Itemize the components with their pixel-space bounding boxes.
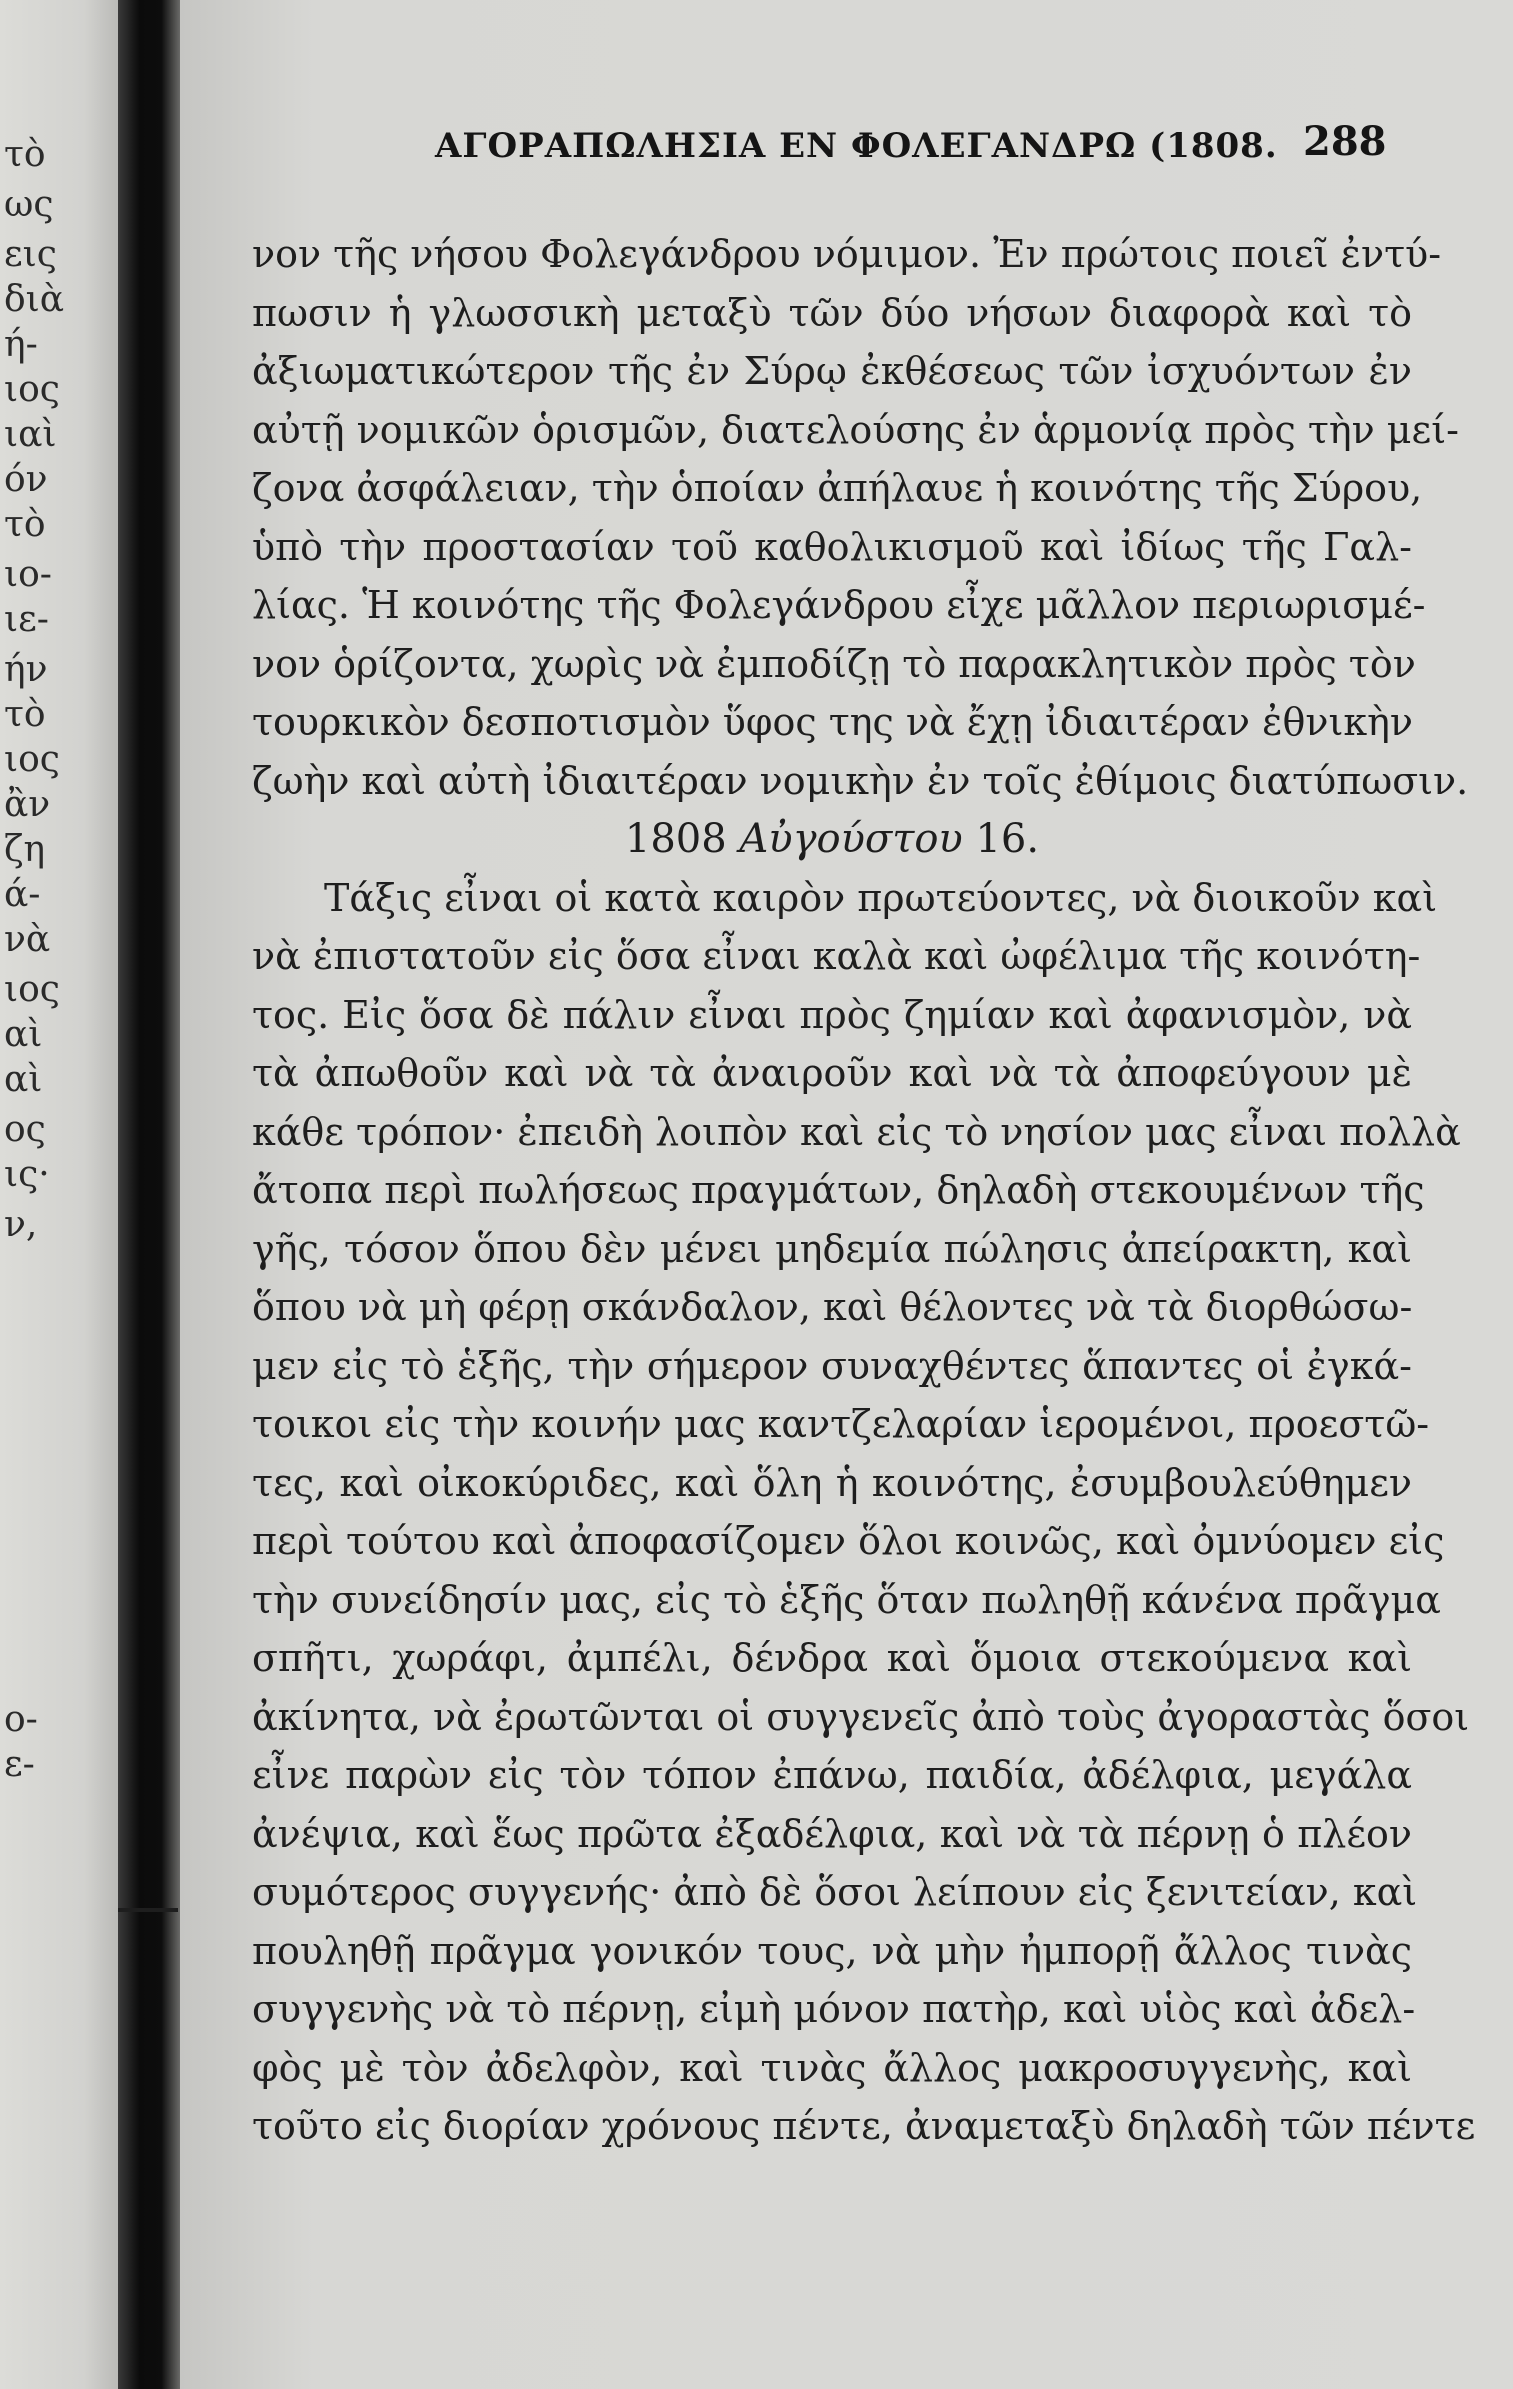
page-body	[252, 225, 1476, 2156]
text-line: τὰ ἀπωθοῦν καὶ νὰ τὰ ἀναιροῦν καὶ νὰ τὰ ἀποφεύγουν μὲ	[252, 1051, 1412, 1095]
facing-page-fragment: αὶ	[4, 1014, 43, 1055]
facing-page-fragment: ιαὶ	[4, 414, 57, 455]
date-month: Αὐγούστου	[739, 816, 963, 862]
facing-page-fragment: ιος	[4, 739, 60, 780]
text-line: τοικοι εἰς τὴν κοινήν μας καντζελαρίαν ἱερομένοι, προεστῶ-	[252, 1402, 1430, 1446]
text-line: τουρκικὸν δεσποτισμὸν ὕφος της νὰ ἔχῃ ἰδιαιτέραν ἐθνικὴν	[252, 700, 1413, 744]
facing-page-fragment: ιο-	[4, 554, 52, 595]
text-line: ὅπου νὰ μὴ φέρῃ σκάνδαλον, καὶ θέλοντες νὰ τὰ διορθώσω-	[252, 1285, 1413, 1329]
text-line: συμότερος συγγενής· ἀπὸ δὲ ὅσοι λείπουν εἰς ξενιτείαν, καὶ	[252, 1870, 1418, 1914]
text-line: τὴν συνείδησίν μας, εἰς τὸ ἑξῆς ὅταν πωληθῇ κάνένα πρᾶγμα	[252, 1577, 1441, 1622]
text-line: νον ὁρίζοντα, χωρὶς νὰ ἐμποδίζῃ τὸ παρακλητικὸν πρὸς τὸν	[252, 641, 1416, 686]
text-line: τος. Εἰς ὅσα δὲ πάλιν εἶναι πρὸς ζημίαν καὶ ἀφανισμὸν, νὰ	[252, 992, 1412, 1037]
facing-page-fragment: αὶ	[4, 1059, 43, 1100]
facing-page-fragment: ιος	[4, 369, 60, 410]
text-line: ζωὴν καὶ αὐτὴ ἰδιαιτέραν νομικὴν ἐν τοῖς ἐθίμοις διατύπωσιν.	[252, 758, 1469, 803]
text-line: Τάξις εἶναι οἱ κατὰ καιρὸν πρωτεύοντες, νὰ διοικοῦν καὶ	[324, 875, 1438, 920]
paragraph-2	[252, 869, 1476, 2156]
facing-page-fragment: ις·	[4, 1154, 50, 1195]
text-line: συγγενὴς νὰ τὸ πέρνῃ, εἰμὴ μόνον πατὴρ, καὶ υἱὸς καὶ ἀδελ-	[252, 1987, 1416, 2031]
text-line: ἀνέψια, καὶ ἕως πρῶτα ἐξαδέλφια, καὶ νὰ τὰ πέρνῃ ὁ πλέον	[252, 1811, 1412, 1856]
facing-page-fragment: ή-	[4, 324, 38, 365]
text-line: ἀξιωματικώτερον τῆς ἐν Σύρῳ ἐκθέσεως τῶν ἰσχυόντων ἐν	[252, 349, 1412, 393]
facing-page-fragment: ος	[4, 1109, 46, 1150]
text-line: τοῦτο εἰς διορίαν χρόνους πέντε, ἀναμεταξὺ δηλαδὴ τῶν πέντε	[252, 2104, 1476, 2148]
text-line: κάθε τρόπον· ἐπειδὴ λοιπὸν καὶ εἰς τὸ νησίον μας εἶναι πολλὰ	[252, 1109, 1461, 1154]
facing-page-fragment: ιος	[4, 969, 60, 1010]
date-day: 16.	[975, 816, 1040, 862]
facing-page-fragment: ως	[4, 184, 54, 225]
text-line: εἶνε παρὼν εἰς τὸν τόπον ἐπάνω, παιδία, ἀδέλφια, μεγάλα	[252, 1753, 1412, 1797]
facing-page-fragment: όν	[4, 459, 48, 500]
date-year: 1808	[624, 816, 727, 862]
text-line: ὑπὸ τὴν προστασίαν τοῦ καθολικισμοῦ καὶ ἰδίως τῆς Γαλ-	[252, 524, 1412, 569]
text-line: ἀκίνητα, νὰ ἐρωτῶνται οἱ συγγενεῖς ἀπὸ τοὺς ἀγοραστὰς ὅσοι	[252, 1694, 1470, 1739]
facing-page-fragment: ν,	[4, 1204, 38, 1245]
facing-page-fragment: τὸ	[4, 694, 46, 735]
text-line: φὸς μὲ τὸν ἀδελφὸν, καὶ τινὰς ἄλλος μακροσυγγενὴς, καὶ	[252, 2045, 1412, 2090]
facing-page-fragment: ἂν	[4, 784, 51, 825]
text-line: αὐτῇ νομικῶν ὁρισμῶν, διατελούσης ἐν ἁρμονίᾳ πρὸς τὴν μεί-	[252, 407, 1459, 452]
facing-page-fragment: ο-	[4, 1699, 38, 1740]
text-line: νὰ ἐπιστατοῦν εἰς ὅσα εἶναι καλὰ καὶ ὠφέλιμα τῆς κοινότη-	[252, 934, 1421, 978]
facing-page-fragment: ζη	[4, 829, 46, 870]
facing-page-fragment: ήν	[4, 649, 48, 690]
text-line: νον τῆς νήσου Φολεγάνδρου νόμιμον. Ἐν πρώτοις ποιεῖ ἐντύ-	[252, 232, 1442, 276]
text-line: σπῆτι, χωράφι, ἀμπέλι, δένδρα καὶ ὅμοια στεκούμενα καὶ	[252, 1636, 1412, 1680]
running-head: ΑΓΟΡΑΠΩΛΗΣΙΑ ΕΝ ΦΟΛΕΓΑΝΔΡΩ (1808.	[435, 126, 1278, 166]
facing-page-fragment: ιε-	[4, 599, 49, 640]
page-header	[255, 118, 1405, 178]
text-line: γῆς, τόσον ὅπου δὲν μένει μηδεμία πώλησις ἀπείρακτη, καὶ	[252, 1226, 1412, 1271]
text-line: λίας. Ἡ κοινότης τῆς Φολεγάνδρου εἶχε μᾶλλον περιωρισμέ-	[252, 583, 1426, 627]
text-line: μεν εἰς τὸ ἑξῆς, τὴν σήμερον συναχθέντες ἅπαντες οἱ ἐγκά-	[252, 1343, 1412, 1388]
paragraph-1	[252, 225, 1469, 810]
facing-page-fragment: τὸ	[4, 504, 46, 545]
facing-page-fragment: τὸ	[4, 134, 46, 175]
text-line: τες, καὶ οἰκοκύριδες, καὶ ὅλη ἡ κοινότης, ἐσυμβουλεύθημεν	[252, 1460, 1412, 1505]
page-number: 288	[1303, 118, 1387, 165]
facing-page-fragment: ά-	[4, 874, 41, 915]
text-line: ἄτοπα περὶ πωλήσεως πραγμάτων, δηλαδὴ στεκουμένων τῆς	[252, 1168, 1425, 1212]
text-line: πωσιν ἡ γλωσσικὴ μεταξὺ τῶν δύο νήσων διαφορὰ καὶ τὸ	[252, 290, 1412, 335]
facing-page-edge	[0, 0, 120, 2389]
book-gutter	[118, 0, 180, 2389]
facing-page-fragment: νὰ	[4, 919, 51, 960]
facing-page-fragment: ε-	[4, 1744, 35, 1785]
facing-page-fragment: διὰ	[4, 279, 65, 320]
facing-page-fragment: εις	[4, 234, 57, 275]
facing-page-text-fragments	[0, 0, 110, 2389]
text-line: περὶ τούτου καὶ ἀποφασίζομεν ὅλοι κοινῶς, καὶ ὀμνύομεν εἰς	[252, 1519, 1445, 1563]
margin-rule	[118, 1908, 178, 1912]
date-heading	[252, 810, 1412, 869]
text-line: ζονα ἀσφάλειαν, τὴν ὁποίαν ἀπήλαυε ἡ κοινότης τῆς Σύρου,	[252, 466, 1423, 510]
text-line: πουληθῇ πρᾶγμα γονικόν τους, νὰ μὴν ἠμπορῇ ἄλλος τινὰς	[252, 1928, 1412, 1973]
